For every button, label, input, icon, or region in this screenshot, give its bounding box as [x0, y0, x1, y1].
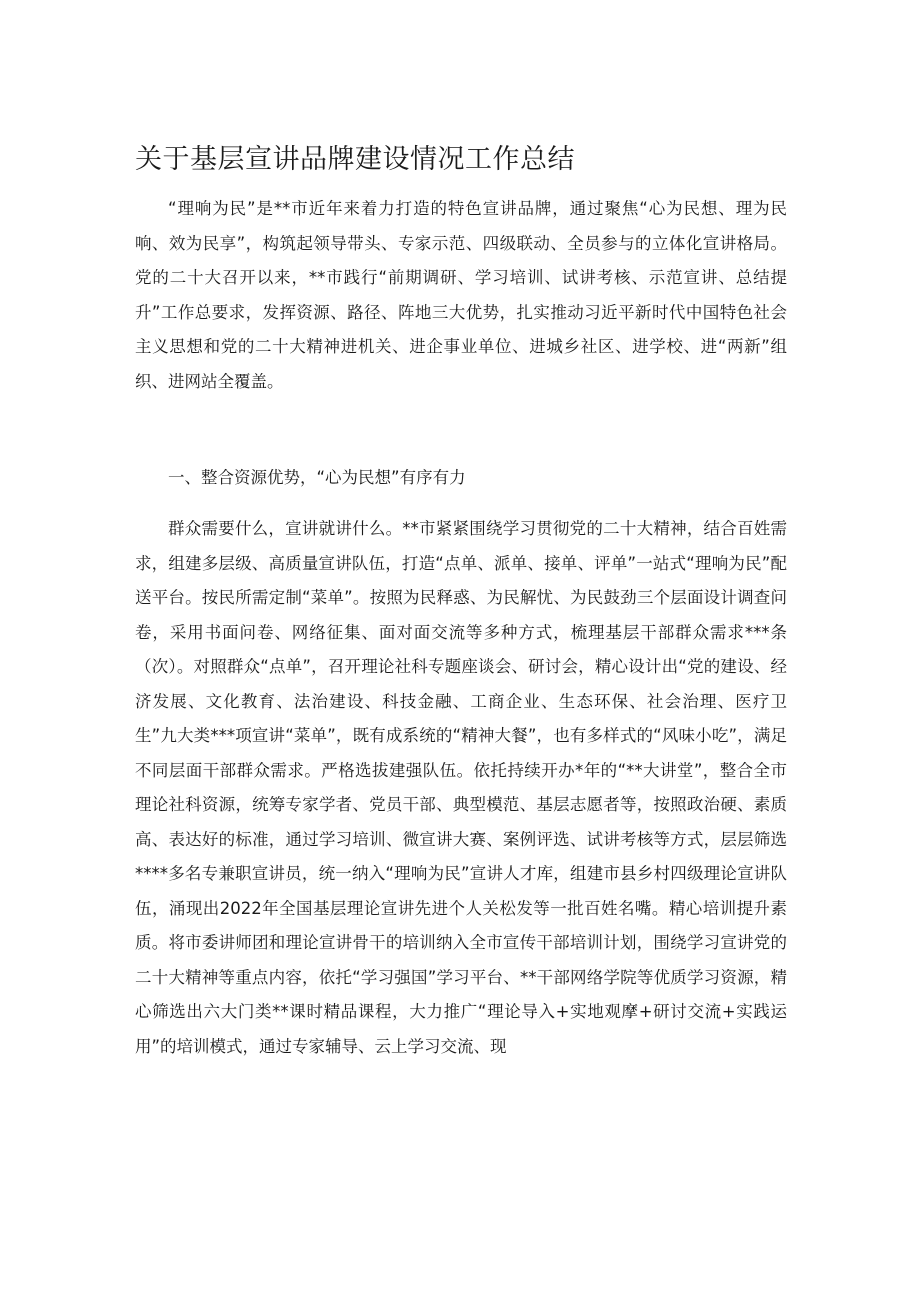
document-title: 关于基层宣讲品牌建设情况工作总结 [135, 144, 575, 175]
section-1-body-paragraph: 群众需要什么，宣讲就讲什么。**市紧紧围绕学习贯彻党的二十大精神，结合百姓需求，组建多层级、高质量宣讲队伍，打造“点单、派单、接单、评单”一站式“理响为民”配送平台。按民所需定制“菜单”。按照为民释惑、为民解忧、为民鼓劲三个层面设计调查问卷，采用书面问卷、网络征集、面对面交流等多种方式，梳理基层干部群众需求***条（次）。对照群众“点单”，召开理论社科专题座谈会、研讨会，精心设计出“党的建设、经济发展、文化教育、法治建设、科技金融、工商企业、生态环保、社会治理、医疗卫生”九大类***项宣讲“菜单”，既有成系统的“精神大餐”，也有多样式的“风味小吃”，满足不同层面干部群众需求。严格选拔建强队伍。依托持续开办*年的“**大讲堂”，整合全市理论社科资源，统筹专家学者、党员干部、典型模范、基层志愿者等，按照政治硬、素质高、表达好的标准，通过学习培训、微宣讲大赛、案例评选、试讲考核等方式，层层筛选****多名专兼职宣讲员，统一纳入“理响为民”宣讲人才库，组建市县乡村四级理论宣讲队伍，涌现出2022年全国基层理论宣讲先进个人关松发等一批百姓名嘴。精心培训提升素质。将市委讲师团和理论宣讲骨干的培训纳入全市宣传干部培训计划，围绕学习宣讲党的二十大精神等重点内容，依托“学习强国”学习平台、**干部网络学院等优质学习资源，精心筛选出六大门类**课时精品课程，大力推广“理论导入+实地观摩+研讨交流+实践运用”的培训模式，通过专家辅导、云上学习交流、现 [135, 519, 787, 1056]
section-heading-1: 一、整合资源优势，“心为民想”有序有力 [168, 468, 466, 487]
intro-paragraph: “理响为民”是**市近年来着力打造的特色宣讲品牌，通过聚焦“心为民想、理为民响、效为民享”，构筑起领导带头、专家示范、四级联动、全员参与的立体化宣讲格局。党的二十大召开以来，**市践行“前期调研、学习培训、试讲考核、示范宣讲、总结提升”工作总要求，发挥资源、路径、阵地三大优势，扎实推动习近平新时代中国特色社会主义思想和党的二十大精神进机关、进企事业单位、进城乡社区、进学校、进“两新”组织、进网站全覆盖。 [135, 199, 787, 391]
